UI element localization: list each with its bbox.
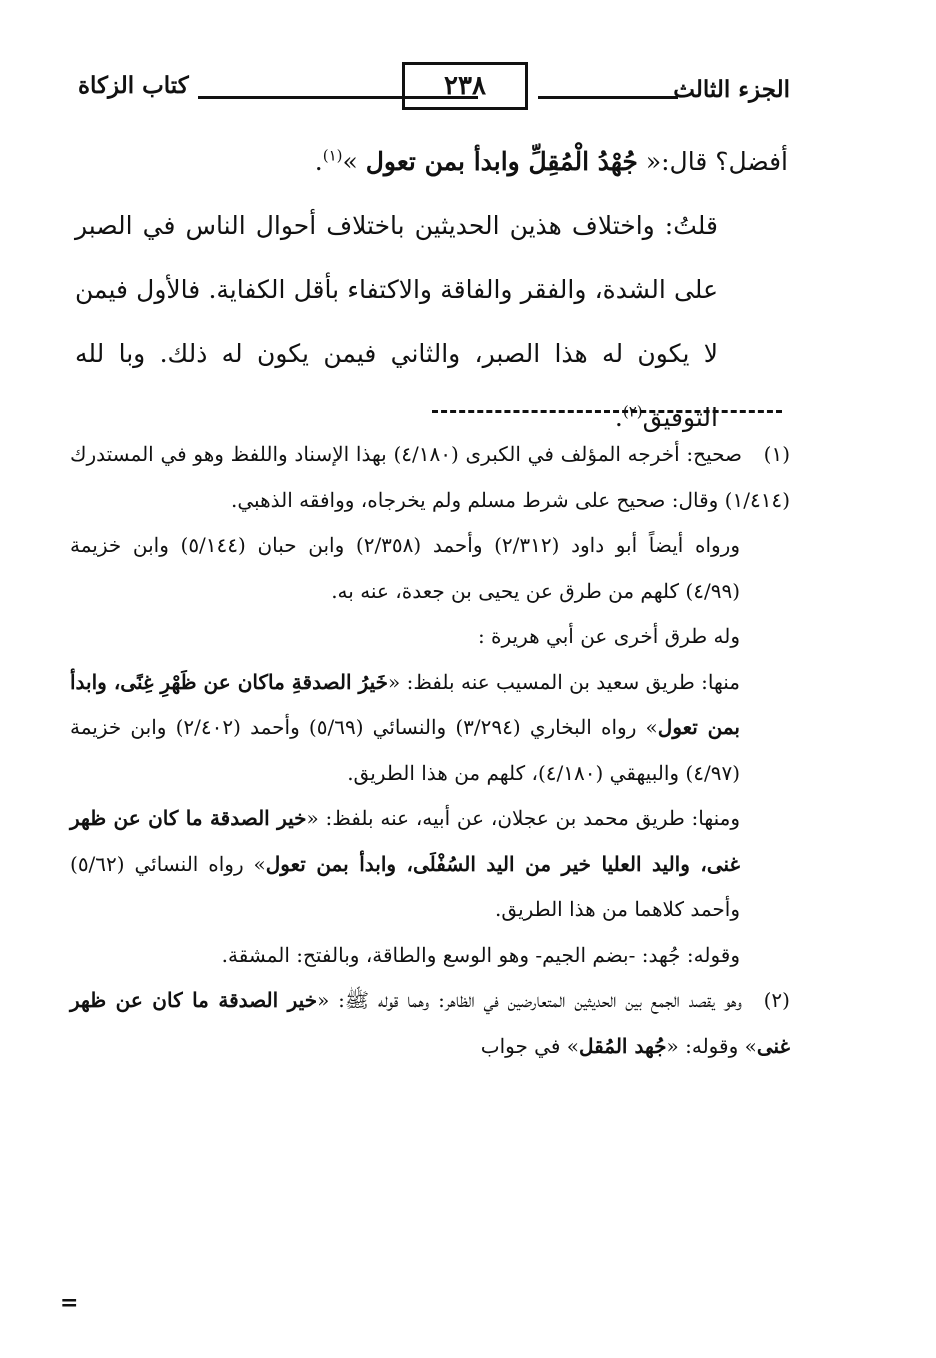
footnote-ref-1: (١) xyxy=(322,146,343,165)
volume-title: الجزء الثالث xyxy=(673,76,790,103)
footnote-number-1: (١) xyxy=(763,442,791,466)
hadith-text: جُهْدُ الْمُقِلِّ وابدأ بمن تعول xyxy=(365,147,638,176)
body-paragraph-2: قلتُ: واختلاف هذين الحديثين باختلاف أحوال الناس في الصبر على الشدة، والفقر والفاقة والاكتفاء بأقل الكفاية. فالأول فيمن لا يكون له هذا الصبر، والثاني فيمن يكون له ذلك. وبا لله التوفيق$^{(٢)}$. xyxy=(75,211,718,432)
footnote-1-para-b: ورواه أيضاً أبو داود (٢/٣١٢) وأحمد (٢/٣٥٨) وابن حبان (٥/١٤٤) وابن خزيمة (٤/٩٩) كلهم من طرق عن يحيى بن جعدة، عنه به. xyxy=(70,533,740,603)
footnote-1-para-f: وقوله: جُهد: -بضم الجيم- وهو الوسع والطاقة، وبالفتح: المشقة. xyxy=(221,942,740,967)
footnote-1-para-e: ومنها: طريق محمد بن عجلان، عن أبيه، عنه بلفظ: «خير الصدقة ما كان عن ظهر غنى، واليد العليا خير من اليد السُفْلَى، وابدأ بمن تعول» رواه النسائي (٥/٦٢) وأحمد كلاهما من هذا الطريق. xyxy=(70,806,741,921)
header-rule-right xyxy=(538,96,678,99)
footnote-number-2: (٢) xyxy=(763,988,790,1012)
footnote-ref-2: (٢) xyxy=(622,402,643,421)
header-rule-left xyxy=(198,96,478,99)
footnote-1-para-d: منها: طريق سعيد بن المسيب عنه بلفظ: «خَيرُ الصدقةِ ماكان عن ظَهْرِ غِنًى، وابدأ بمن تعول» رواه البخاري (٣/٢٩٤) والنسائي (٥/٦٩) وأحمد (٢/٤٠٢) وابن خزيمة (٤/٩٧) والبيهقي (٤/١٨٠)، كلهم من هذا الطريق. xyxy=(70,669,740,785)
page-number: ٢٣٨ xyxy=(402,62,528,110)
footnote-2: (٢)وهو يقصد الجمع بين الحديثين المتعارضين في الظاهر: وهما قوله ﷺ: «خير الصدقة ما كان عن ظهر غنى» وقوله: «جُهد المُقل» في جواب xyxy=(70,978,790,1069)
footnote-1: (١)صحيح: أخرجه المؤلف في الكبرى (٤/١٨٠) بهذا الإسناد واللفظ وهو في المستدرك (١/٤١٤) وقال: صحيح على شرط مسلم ولم يخرجاه، ووافقه الذهبي. xyxy=(70,432,790,523)
body-line-1: أفضل؟ قال:« جُهْدُ الْمُقِلِّ وابدأ بمن تعول »$^{(١)}$. xyxy=(314,146,788,176)
book-title: كتاب الزكاة xyxy=(78,72,189,99)
footnotes xyxy=(70,432,790,1069)
page-header xyxy=(78,58,790,118)
main-text xyxy=(75,130,788,450)
footnote-1-para-c: وله طرق أخرى عن أبي هريرة : xyxy=(477,624,740,648)
continuation-mark: = xyxy=(60,1290,79,1316)
footnote-separator xyxy=(432,410,782,413)
